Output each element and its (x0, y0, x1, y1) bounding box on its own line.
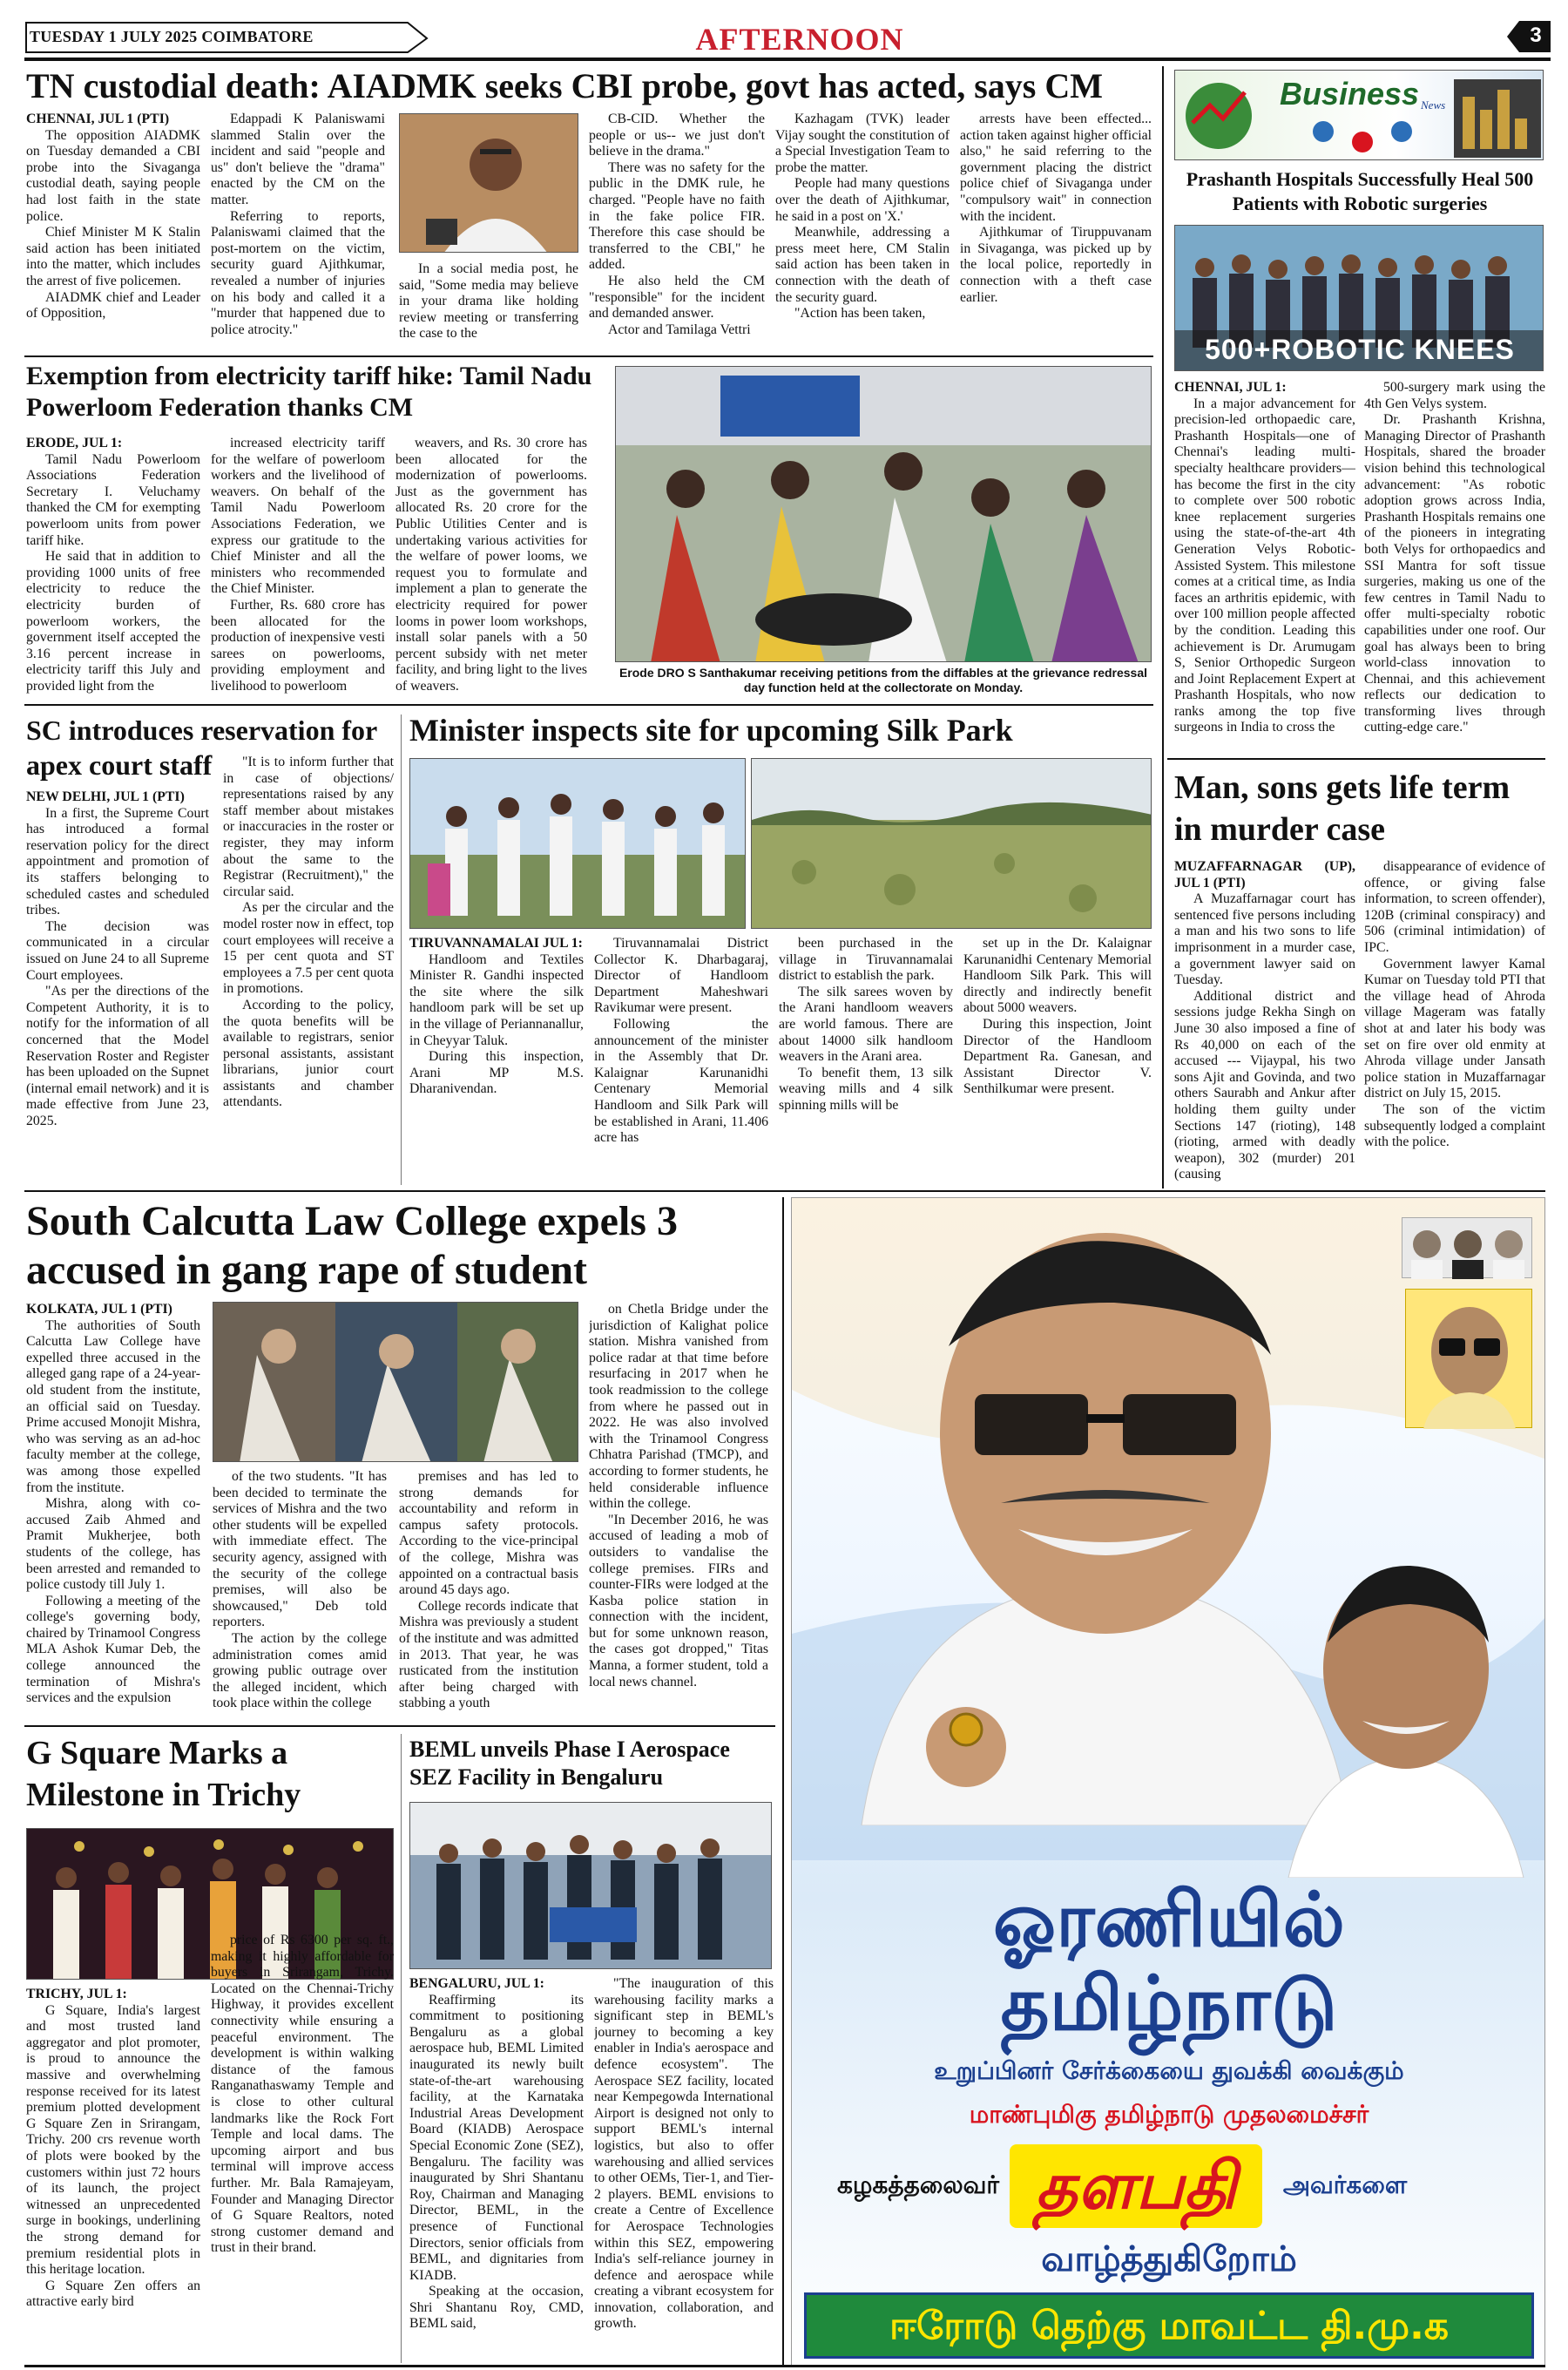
rule-power (24, 704, 1153, 706)
paragraph: As per the circular and the model roster now in effect, top court employees will receive a 15 per cent quota and ST employees a 7.5 per cent quota in promotions. (223, 900, 394, 997)
paragraph: Following the announcement of the minister in the Assembly that Dr. Kalaignar Karunanidhi Centenary Memorial Handloom and Silk Park will be established in Arani, 11.406 acre has (594, 1016, 768, 1146)
paragraph: The silk sarees woven by the Arani handloom weavers are world famous. There are about 14000 silk handloom weavers in the Arani area. (779, 984, 953, 1065)
power-headline: Exemption from electricity tariff hike: Tamil Nadu Powerloom Federation thanks CM (26, 362, 592, 422)
paragraph: AIADMK chief and Leader of Opposition, (26, 289, 200, 322)
paragraph: "Action has been taken, (794, 306, 926, 322)
power-col-1 (26, 436, 200, 697)
paragraph: Tiruvannamalai District Collector K. Dharbagaraj, Director of Handloom Department Maheshwari Ravikumar were present. (594, 936, 768, 1016)
paragraph: The authorities of South Calcutta Law College have expelled three accused in the alleged gang rape of a 24-year-old student from the institute, an official said on Tuesday. Prime accused Monojit Mishra, who was serving as an ad-hoc faculty member at the college, was among those expelled from the institute. (26, 1317, 200, 1495)
law-col-2 (213, 1469, 387, 1720)
masthead-rule (24, 58, 1551, 61)
tn-col-5 (775, 112, 950, 347)
paragraph: The action by the college administration comes amid growing public outrage over the alleged incident, which took place within the college (213, 1630, 387, 1711)
paragraph: Dr. Prashanth Krishna, Managing Director of Prashanth Hospitals, shared the broader vision behind this technological advancement: "As robotic adoption grows across India, Prashanth Hospitals remains one of the pioneers in integrating both Velys for orthopaedics and SSI Mantra for soft tissue surgeries, making us one of the few centres in Tamil Nadu to offer multi-specialty robotic capabilities under one roof. Our goal has always been to bring world-class innovation to Chennai, and this achievement reflects our dedication to transforming lives through cutting-edge care." (1364, 412, 1545, 735)
tn-photo-figure (400, 114, 578, 253)
ad-inset-leaders-small (1402, 1217, 1532, 1278)
business-photo-group (1174, 225, 1544, 371)
ad-name-suffix: அவர்களை (1282, 2170, 1408, 2199)
paragraph: He said that in addition to providing 1000 units of free electricity to reduce the electricity burden of powerloom workers, the government itself accepted the 3.16 percent increase in electricity tariff this July and provided light from the (26, 549, 200, 694)
paragraph: The son of the victim subsequently lodged a complaint with the police. (1364, 1101, 1545, 1150)
ad-name: தளபதி (1010, 2144, 1262, 2228)
paragraph: People had many questions over the death of Ajithkumar, he said in a post on 'X.' (775, 176, 950, 224)
silk-photo-minister (409, 758, 746, 929)
paragraph: CHENNAI, JUL 1: (1174, 380, 1287, 395)
rule-row3 (24, 1190, 1545, 1192)
tn-col-1 (26, 112, 200, 347)
paragraph: CHENNAI, JUL 1 (PTI) (26, 112, 170, 126)
paragraph: "The inauguration of this warehousing facility marks a significant step in BEML's journey to becoming a key enabler in India's aerospace and defence ecosystem". The Aerospace SEZ facility, located near Kempegowda International Airport is designed not only to support BEML's internal logistics, but also to offer warehousing and allied services to other OEMs, Tier-1, and Tier-2 players. BEML envisions to create a Centre of Excellence for Aerospace Technologies within this SEZ, empowering India's self-reliance journey in defence and aerospace while creating a vibrant ecosystem for innovation, collaboration, and growth. (594, 1976, 774, 2332)
paragraph: MUZAFFARNAGAR (UP), JUL 1 (PTI) (1174, 859, 1355, 890)
silk-photo-field (752, 759, 1152, 929)
paragraph: "As per the directions of the Competent Authority, it is to notify for the information of all concerned that the Model Reservation Roster and Register has been uploaded on the Supnet (internal email network) and it is made effective from June 23, 2025. (26, 984, 209, 1128)
paragraph: Further, Rs. 680 crore has been allocated for the production of inexpensive vesti sarees on powerlooms, providing employment and livelihood to powerloom (211, 597, 385, 694)
business-banner (1174, 70, 1544, 160)
rule-gsq (401, 1734, 402, 2363)
paragraph: "It is to inform further that in case of objections/ representations raised by any staff member about mistakes or inaccuracies in the roster or register, they may inform about the same to the Registrar (Recruitment)," the circular said. (223, 755, 394, 899)
paragraph: premises and has led to strong demands for accountability and reform in campus safety protocols. According to the vice-principal of the college, Mishra was appointed on a contractual basis around 45 days ago. (399, 1469, 578, 1598)
paragraph: Speaking at the occasion, Shri Shantanu Roy, CMD, BEML said, (409, 2284, 584, 2332)
business-col-1 (1174, 380, 1355, 749)
business-headline: Prashanth Hospitals Successfully Heal 500 Patients with Robotic surgeries (1186, 168, 1534, 214)
ad-name-row (792, 2144, 1545, 2231)
paragraph: Mishra, along with co-accused Zaib Ahmed and Pramit Mukherjee, both students of the college, has been arrested and remanded to police custody till July 1. (26, 1496, 200, 1593)
law-col-1 (26, 1302, 200, 1720)
paragraph: been purchased in the village in Tiruvannamalai district to establish the park. (779, 936, 953, 984)
silk-col-3 (779, 936, 953, 1183)
business-banner-small: News (1421, 98, 1446, 112)
rule-law (24, 1725, 775, 1727)
paragraph: CB-CID. Whether the people or us-- we just don't believe in the drama." (589, 112, 765, 159)
paragraph: weavers, and Rs. 30 crore has been allocated for the modernization of powerlooms. Just as the government has allocated Rs. 20 crore for the Public Utilities Center and is undertaking various activities for the welfare of power looms, we request you to formulate and implement a plan to generate the electricity required for power looms in power loom workshops, install solar panels with a 50 percent subsidy with net meter facility, and bring light to the lives of weavers. (395, 436, 587, 694)
gsq-headline: G Square Marks a Milestone in Trichy (26, 1735, 301, 1813)
ad-line-membership: உறுப்பினர் சேர்க்கையை துவக்கி வைக்கும் (934, 2056, 1404, 2085)
paragraph: Ajithkumar of Tiruppuvanam in Sivaganga, was picked up by the local police, reportedly in connection with a theft case earlier. (960, 225, 1152, 305)
ad-greeting: வாழ்த்துகிறோம் (1041, 2239, 1297, 2279)
sc-col-1 (26, 789, 209, 1182)
ad-title-line-1: ஓரணியில் (992, 1877, 1346, 1964)
paragraph: In a first, the Supreme Court has introduced a formal reservation policy for the direct appointment and promotion of its staffers belonging to scheduled castes and scheduled tribes. (26, 805, 209, 918)
paragraph: According to the policy, the quota benefits will be available to registrars, senior personal assistants, assistant librarians, junior court assistants and chamber attendants. (223, 997, 394, 1110)
paragraph: Following a meeting of the college's governing body, chaired by Trinamool Congress MLA Ashok Kumar Deb, the college announced the termination of Mishra's services and the expulsion (26, 1593, 200, 1706)
ad-title-line-2: தமிழ்நாடு (1000, 1960, 1338, 2048)
power-photo-scene (616, 367, 1152, 662)
dmk-advertisement[interactable] (791, 1197, 1545, 2367)
ad-footer-text: ஈரோடு தெற்கு மாவட்ட தி.மு.க (889, 2304, 1449, 2348)
paragraph: The opposition AIADMK on Tuesday demanded a CBI probe into the Sivaganga custodial death, saying people had lost faith in the state police. (26, 127, 200, 224)
tn-col-6 (960, 112, 1152, 347)
paragraph: TIRUVANNAMALAI JUL 1: (409, 936, 583, 951)
business-col-2 (1364, 380, 1545, 749)
sc-headline: SC introduces reservation for apex court staff (26, 714, 377, 781)
power-caption: Erode DRO S Santhakumar receiving petitions from the diffables at the grievance redressal day function held at the collectorate on Monday. (618, 666, 1148, 694)
law-col-4 (589, 1302, 768, 1720)
beml-photo-inauguration (409, 1802, 772, 1969)
ad-footer-band (804, 2292, 1534, 2359)
rule-right-col (1162, 66, 1164, 1188)
paragraph: College records indicate that Mishra was previously a student of the institute and was admitted in 2013. That year, he was rusticated from the institution after being charged with stabbing a youth (399, 1598, 578, 1711)
paragraph: Referring to reports, Palaniswami claimed that the post-mortem on the victim, security guard Ajithkumar, revealed a number of injuries on his body and called it a "murder that happened due to police atrocity." (211, 208, 385, 337)
silk-headline: Minister inspects site for upcoming Silk Park (409, 713, 1013, 748)
paragraph: In a social media post, he said, "Some media may believe in your drama like holding review meeting or transferring the case to the (399, 261, 578, 342)
paragraph: Meanwhile, addressing a press meet here, CM Stalin said action has been taken in connection with the death of the security guard. (775, 225, 950, 305)
rule-bottom (24, 2365, 1545, 2367)
paragraph: Kazhagam (TVK) leader Vijay sought the constitution of a Special Investigation Team to probe the matter. (775, 112, 950, 175)
ad-inset-leader-large (1405, 1289, 1532, 1428)
law-photo-accused (213, 1302, 578, 1462)
power-col-2 (211, 436, 385, 697)
paragraph: To benefit them, 13 silk weaving mills and 4 silk spinning mills will be (779, 1065, 953, 1113)
ad-second-portrait (1280, 1547, 1532, 1878)
beml-col-1 (409, 1976, 584, 2360)
paragraph: Government lawyer Kamal Kumar on Tuesday told PTI that the village head of Ahroda village Mageram was fatally shot at and later his body was set on fire over old enmity at Ahroda village under Jansath police station in Muzaffarnagar district on July 15, 2015. (1364, 956, 1545, 1101)
paragraph: of the two students. "It has been decided to terminate the services of Mishra and the two other students will be expelled with immediate effect. The security agency, assigned with the security of the college premises, will also be showcaused," Deb told reporters. (213, 1469, 387, 1630)
paragraph: G Square, India's largest and most trusted land aggregator and plot promoter, is proud to announce the massive and overwhelming response received for its latest premium plotted development G Square Zen in Srirangam, Trichy. 200 crs revenue worth of plots were booked by the customers within just 72 hours of its launch, the project witnessed an unprecedented surge in bookings, underlining the strong demand for premium residential plots in this heritage location. (26, 2002, 200, 2278)
ad-name-prefix: கழகத்தலைவர் (837, 2170, 999, 2199)
silk-photo-scene (410, 759, 746, 929)
page-number: 3 (1530, 24, 1542, 47)
paragraph: 500-surgery mark using the 4th Gen Velys system. (1364, 380, 1545, 411)
paragraph: There was no safety for the public in the DMK rule, he charged. "People have no faith in the fake police FIR. Therefore this case should be transferred to the CBI," he added. (589, 159, 765, 273)
paragraph: set up in the Dr. Kalaignar Karunanidhi Centenary Memorial Handloom Silk Park. This will directly and indirectly benefit about 5000 weavers. (963, 936, 1152, 1016)
law-photo-scene (213, 1303, 578, 1462)
paragraph: TRICHY, JUL 1: (26, 1987, 127, 2001)
paragraph: ERODE, JUL 1: (26, 436, 123, 450)
paragraph: G Square Zen offers an attractive early bird (26, 2278, 200, 2310)
tn-col-2 (211, 112, 385, 347)
masthead-dateline: TUESDAY 1 JULY 2025 COIMBATORE (30, 28, 314, 45)
paragraph: During this inspection, Arani MP M.S. Dharanivendan. (409, 1049, 584, 1097)
paragraph: price of Rs 6300 per sq. ft., making it highly affordable for buyers in Srirangam, Trichy. Located on the Chennai-Trichy Highway, it provides excellent connectivity while ensuring a peaceful environment. The development is within walking distance of the famous Ranganathaswamy Temple and is close to other cultural landmarks like the Rock Fort Temple and local dams. The upcoming airport and bus terminal will improve access further. Mr. Bala Ramajeyam, Founder and Managing Director of G Square Realtors, noted strong customer demand and trust in their brand. (211, 1933, 394, 2256)
paragraph: increased electricity tariff for the welfare of powerloom workers and the livelihood of weavers. On behalf of the Tamil Nadu Powerloom Associations Federation, we express our gratitude to the Chief Minister and all the ministers who recommended the Chief Minister. (211, 436, 385, 597)
paragraph: NEW DELHI, JUL 1 (PTI) (26, 789, 185, 804)
rule-business (1167, 758, 1545, 760)
silk-col-1 (409, 936, 584, 1183)
power-col-3 (395, 436, 587, 697)
law-headline: South Calcutta Law College expels 3 accused in gang rape of student (26, 1198, 678, 1293)
paragraph: Chief Minister M K Stalin said action has been initiated into the matter, which includes the arrest of five policemen. (26, 225, 200, 288)
ad-line-chief-minister: மாண்புமிகு தமிழ்நாடு முதலமைச்சர் (969, 2100, 1369, 2129)
paragraph: Reaffirming its commitment to positioning Bengaluru as a global aerospace hub, BEML Limited inaugurated its newly built state-of-the-art warehousing facility, at the Karnataka Industrial Areas Development Board (KIADB) Aerospace Special Economic Zone (SEZ), Bengaluru. The facility was inaugurated by Shri Shantanu Roy, Chairman and Managing Director, BEML, in the presence of Functional Directors, senior officials from BEML, and dignitaries from KIADB. (409, 1992, 584, 2283)
paragraph: Additional district and sessions judge Rekha Singh on June 30 also imposed a fine of Rs 40,000 on each of the accused --- Vijaypal, his two sons Ajit and Govinda, and two others Saurabh and Ankur after holding them guilty under Sections 147 (rioting), 148 (rioting, armed with deadly weapon), 302 (murder) 201 (causing (1174, 988, 1355, 1182)
beml-col-2 (594, 1976, 774, 2360)
beml-headline: BEML unveils Phase I Aerospace SEZ Facility in Bengaluru (409, 1737, 730, 1790)
rule-sc (401, 714, 402, 1185)
tn-photo-palaniswami (399, 113, 578, 253)
ad-inset-leaders-art (1402, 1218, 1533, 1279)
paragraph: The decision was communicated in a circular issued on June 24 to all Supreme Court employees. (26, 918, 209, 983)
rule-tn (24, 356, 1153, 357)
paragraph: "In December 2016, he was accused of leading a mob of outsiders to vandalise the college premises. FIRs and counter-FIRs were lodged at the Kasba police station in connection with the incident, but for some unknown reason, the cases got dropped," Titas Manna, a former student, told a local news channel. (589, 1512, 768, 1689)
rule-ad-left (782, 1197, 784, 2365)
paragraph: disappearance of evidence of offence, or giving false information, to screen offender), 120B (criminal conspiracy) and 506 (criminal intimidation) of IPC. (1364, 859, 1545, 955)
business-photo-text: 500+ROBOTIC KNEES (1205, 334, 1515, 365)
paragraph: on Chetla Bridge under the jurisdiction of Kalighat police station. Mishra vanished from police radar at that time before resurfacing in 2017 when he took readmission to the college from where he passed out in 2022. He was also involved with the Trinamool Congress Chhatra Parishad (TMCP), and according to former students, he held considerable influence within the college. (589, 1302, 768, 1512)
paragraph: In a major advancement for precision-led orthopaedic care, Prashanth Hospitals—one of Chennai's leading multi-specialty healthcare providers—has become the first in the city to complete over 500 robotic knee replacement surgeries using the state-of-the-art 4th Generation Velys Robotic-Assisted System. This milestone comes at a critical time, as India faces an arthritis epidemic, with over 100 million people affected by the condition. Leading this achievement is Dr. Arumugam S, Senior Orthopedic Surgeon and Joint Replacement Expert at Prashanth Hospitals, who now ranks among the top five surgeons in India to cross the (1174, 396, 1355, 735)
life-col-1 (1174, 859, 1355, 1183)
life-col-2 (1364, 859, 1545, 1183)
beml-photo-scene (410, 1803, 772, 1969)
tn-col-3 (399, 261, 578, 349)
tn-headline: TN custodial death: AIADMK seeks CBI probe, govt has acted, says CM (26, 66, 1103, 105)
sc-col-2 (223, 755, 394, 1182)
paragraph: Edappadi K Palaniswami slammed Stalin over the incident and said "people and us" don't believe the "drama" enacted by the CM on the matter. (211, 112, 385, 207)
silk-photo-site (751, 758, 1152, 929)
paragraph: He also held the CM "responsible" for the incident and demanded answer. (589, 273, 765, 322)
ad-inset-leader-art (1406, 1290, 1533, 1429)
business-banner-word: Business (1280, 76, 1420, 112)
gsq-col-1 (26, 1987, 200, 2360)
gsq-col-2 (211, 1933, 394, 2360)
masthead-title: AFTERNOON (695, 22, 904, 57)
silk-col-4 (963, 936, 1152, 1183)
law-col-3 (399, 1469, 578, 1720)
masthead (24, 19, 1551, 61)
paragraph: Tamil Nadu Powerloom Associations Federation Secretary I. Veluchamy thanked the CM for exempting powerloom units from power tariff hike. (26, 451, 200, 548)
paragraph: KOLKATA, JUL 1 (PTI) (26, 1302, 172, 1317)
paragraph: A Muzaffarnagar court has sentenced five persons including a man and his two sons to life imprisonment in a murder case, a government lawyer said on Tuesday. (1174, 891, 1355, 988)
paragraph: arrests have been effected... action taken against higher official also," he said referring to the government placing the district police chief of Sivaganga under "compulsory wait" in connection with the incident. (960, 112, 1152, 224)
tn-col-4 (589, 112, 765, 347)
paragraph: Actor and Tamilaga Vettri (608, 322, 751, 337)
paragraph: BENGALURU, JUL 1: (409, 1976, 544, 1991)
power-photo-petitions (615, 366, 1152, 662)
paragraph: During this inspection, Joint Director of the Handloom Department Ra. Ganesan, and Assistant Director V. Senthilkumar were present. (963, 1016, 1152, 1097)
life-headline: Man, sons gets life term in murder case (1174, 769, 1511, 848)
silk-col-2 (594, 936, 768, 1183)
paragraph: Handloom and Textiles Minister R. Gandhi inspected the site where the silk handloom park will be set up in the village of Periannanallur, in Cheyyar Taluk. (409, 951, 584, 1048)
